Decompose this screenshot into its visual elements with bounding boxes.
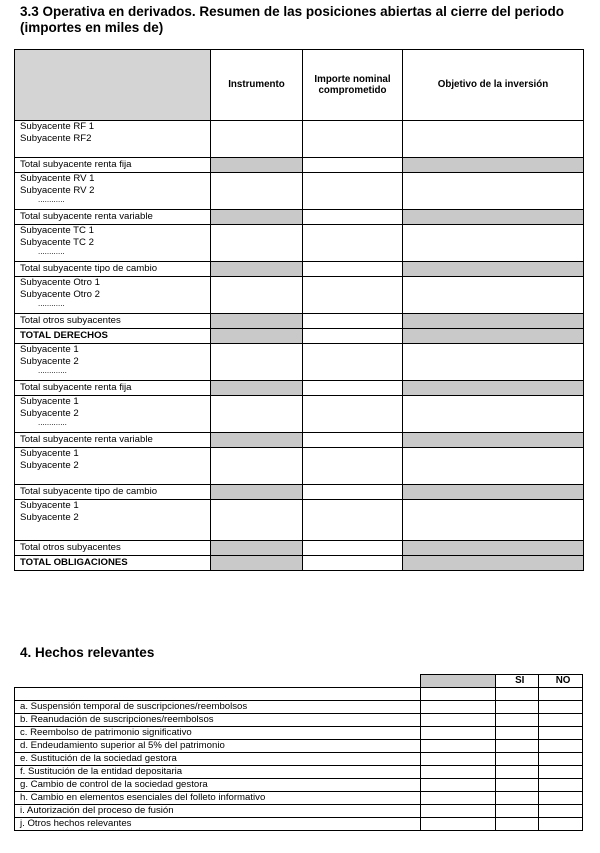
subyacente-label-cell [15, 225, 211, 262]
subyacente-line: Subyacente TC 1 [20, 225, 94, 236]
instrumento-cell [211, 277, 303, 314]
hecho-row [15, 766, 583, 779]
hecho-no-cell [539, 805, 583, 818]
subyacente-row [15, 173, 584, 210]
importe-cell [303, 396, 403, 433]
total-row [15, 210, 584, 225]
ellipsis-dots: ............. [38, 418, 67, 427]
instrumento-cell [211, 121, 303, 158]
hecho-no-cell [539, 727, 583, 740]
hecho-label: e. Sustitución de la sociedad gestora [15, 753, 421, 766]
hecho-si-cell [496, 701, 539, 714]
instrumento-cell [211, 500, 303, 541]
ellipsis-dots: ............. [38, 366, 67, 375]
instrumento-cell [211, 485, 303, 500]
importe-cell [303, 121, 403, 158]
hecho-label: a. Suspensión temporal de suscripciones/reembolsos [15, 701, 421, 714]
hecho-si-cell [496, 805, 539, 818]
total-row [15, 541, 584, 556]
hecho-row [15, 740, 583, 753]
hecho-si-cell [496, 779, 539, 792]
objetivo-cell [403, 225, 584, 262]
hecho-si-cell [496, 792, 539, 805]
subyacente-line: Subyacente RV 1 [20, 173, 95, 184]
subyacente-row [15, 225, 584, 262]
importe-cell [303, 556, 403, 571]
objetivo-cell [403, 500, 584, 541]
objetivo-cell [403, 396, 584, 433]
hechos-relevantes-table [14, 674, 583, 831]
derivatives-table [14, 49, 584, 571]
importe-cell [303, 173, 403, 210]
hecho-row [15, 753, 583, 766]
hecho-no-cell [539, 766, 583, 779]
hechos-spacer-row [15, 688, 583, 701]
spacer-cell [539, 688, 583, 701]
total-label: TOTAL DERECHOS [15, 329, 211, 344]
subyacente-line: Subyacente Otro 1 [20, 277, 100, 288]
subyacente-label-cell [15, 396, 211, 433]
hecho-label: d. Endeudamiento superior al 5% del patrimonio [15, 740, 421, 753]
instrumento-cell [211, 381, 303, 396]
spacer-cell [496, 688, 539, 701]
hecho-no-cell [539, 792, 583, 805]
instrumento-cell [211, 210, 303, 225]
section-title-hechos: 4. Hechos relevantes [20, 645, 155, 660]
hecho-no-cell [539, 779, 583, 792]
hecho-row [15, 727, 583, 740]
grand-total-row [15, 329, 584, 344]
subyacente-label-cell [15, 173, 211, 210]
ellipsis-dots: ............ [38, 299, 65, 308]
objetivo-cell [403, 448, 584, 485]
importe-cell [303, 158, 403, 173]
hecho-si-cell [496, 753, 539, 766]
subyacente-label-cell [15, 121, 211, 158]
objetivo-cell [403, 381, 584, 396]
total-row [15, 433, 584, 448]
objetivo-cell [403, 173, 584, 210]
spacer-cell [15, 688, 421, 701]
subyacente-line: Subyacente RF 1 [20, 121, 95, 132]
hecho-si-cell [496, 740, 539, 753]
instrumento-cell [211, 225, 303, 262]
total-row [15, 381, 584, 396]
total-row [15, 158, 584, 173]
hecho-blank-cell [420, 714, 495, 727]
objetivo-cell [403, 121, 584, 158]
hecho-blank-cell [420, 740, 495, 753]
subyacente-line: Subyacente Otro 2 [20, 288, 100, 300]
subyacente-line: Subyacente 2 [20, 355, 79, 367]
subyacente-line: Subyacente 1 [20, 500, 79, 511]
ellipsis-dots: ............ [38, 195, 65, 204]
total-row [15, 262, 584, 277]
hecho-blank-cell [420, 792, 495, 805]
instrumento-cell [211, 448, 303, 485]
hecho-label: g. Cambio de control de la sociedad gestora [15, 779, 421, 792]
importe-cell [303, 277, 403, 314]
importe-cell [303, 329, 403, 344]
objetivo-cell [403, 433, 584, 448]
subyacente-label-cell [15, 277, 211, 314]
hecho-row [15, 818, 583, 831]
instrumento-cell [211, 329, 303, 344]
importe-cell [303, 433, 403, 448]
hecho-row [15, 779, 583, 792]
header-si: SI [496, 675, 539, 688]
objetivo-cell [403, 344, 584, 381]
hecho-blank-cell [420, 727, 495, 740]
hechos-header-blank [15, 675, 421, 688]
hecho-blank-cell [420, 701, 495, 714]
subyacente-line: Subyacente 1 [20, 344, 79, 355]
subyacente-line: Subyacente RF2 [20, 132, 92, 144]
instrumento-cell [211, 344, 303, 381]
importe-cell [303, 381, 403, 396]
hecho-si-cell [496, 727, 539, 740]
hecho-blank-cell [420, 805, 495, 818]
subyacente-line: Subyacente 1 [20, 396, 79, 407]
header-importe-nominal: Importe nominal comprometido [303, 50, 403, 121]
hecho-no-cell [539, 714, 583, 727]
objetivo-cell [403, 262, 584, 277]
header-no: NO [539, 675, 583, 688]
instrumento-cell [211, 396, 303, 433]
header-instrumento: Instrumento [211, 50, 303, 121]
subyacente-row [15, 121, 584, 158]
objetivo-cell [403, 541, 584, 556]
importe-cell [303, 314, 403, 329]
header-blank-cell [15, 50, 211, 121]
hecho-label: c. Reembolso de patrimonio significativo [15, 727, 421, 740]
objetivo-cell [403, 329, 584, 344]
objetivo-cell [403, 485, 584, 500]
hechos-header-row [15, 675, 583, 688]
instrumento-cell [211, 158, 303, 173]
subyacente-row [15, 396, 584, 433]
importe-cell [303, 210, 403, 225]
objetivo-cell [403, 277, 584, 314]
hechos-header-grey [420, 675, 495, 688]
ellipsis-dots: ............ [38, 247, 65, 256]
instrumento-cell [211, 433, 303, 448]
derivatives-header-row [15, 50, 584, 121]
objetivo-cell [403, 210, 584, 225]
total-row [15, 314, 584, 329]
subyacente-line: Subyacente 2 [20, 459, 79, 471]
subyacente-line: Subyacente RV 2 [20, 184, 95, 196]
header-objetivo: Objetivo de la inversión [403, 50, 584, 121]
total-label: Total subyacente renta fija [15, 381, 211, 396]
importe-cell [303, 225, 403, 262]
hecho-label: b. Reanudación de suscripciones/reembolsos [15, 714, 421, 727]
total-label: Total subyacente tipo de cambio [15, 485, 211, 500]
subyacente-row [15, 344, 584, 381]
grand-total-row [15, 556, 584, 571]
instrumento-cell [211, 556, 303, 571]
importe-cell [303, 344, 403, 381]
instrumento-cell [211, 173, 303, 210]
subyacente-row [15, 277, 584, 314]
hecho-no-cell [539, 753, 583, 766]
hecho-row [15, 701, 583, 714]
importe-cell [303, 500, 403, 541]
hecho-blank-cell [420, 779, 495, 792]
importe-cell [303, 448, 403, 485]
hecho-si-cell [496, 766, 539, 779]
total-label: TOTAL OBLIGACIONES [15, 556, 211, 571]
importe-cell [303, 541, 403, 556]
subyacente-row [15, 500, 584, 541]
subyacente-line: Subyacente 2 [20, 407, 79, 419]
hecho-blank-cell [420, 766, 495, 779]
objetivo-cell [403, 158, 584, 173]
total-label: Total otros subyacentes [15, 314, 211, 329]
total-label: Total subyacente tipo de cambio [15, 262, 211, 277]
objetivo-cell [403, 314, 584, 329]
subyacente-label-cell [15, 448, 211, 485]
spacer-cell [420, 688, 495, 701]
hecho-row [15, 792, 583, 805]
importe-cell [303, 262, 403, 277]
hecho-row [15, 714, 583, 727]
importe-cell [303, 485, 403, 500]
subyacente-label-cell [15, 344, 211, 381]
objetivo-cell [403, 556, 584, 571]
hecho-label: h. Cambio en elementos esenciales del folleto informativo [15, 792, 421, 805]
subyacente-label-cell [15, 500, 211, 541]
hecho-blank-cell [420, 753, 495, 766]
hecho-label: f. Sustitución de la entidad depositaria [15, 766, 421, 779]
hecho-si-cell [496, 714, 539, 727]
hecho-no-cell [539, 701, 583, 714]
hecho-no-cell [539, 818, 583, 831]
hecho-no-cell [539, 740, 583, 753]
subyacente-line: Subyacente 1 [20, 448, 79, 459]
hecho-row [15, 805, 583, 818]
total-label: Total subyacente renta fija [15, 158, 211, 173]
total-label: Total subyacente renta variable [15, 210, 211, 225]
section-title-derivados: 3.3 Operativa en derivados. Resumen de las posiciones abiertas al cierre del periodo (importes en miles de) [20, 4, 564, 35]
total-row [15, 485, 584, 500]
hecho-blank-cell [420, 818, 495, 831]
hecho-label: i. Autorización del proceso de fusión [15, 805, 421, 818]
instrumento-cell [211, 541, 303, 556]
subyacente-line: Subyacente 2 [20, 511, 79, 523]
instrumento-cell [211, 262, 303, 277]
subyacente-line: Subyacente TC 2 [20, 236, 94, 248]
subyacente-row [15, 448, 584, 485]
hecho-label: j. Otros hechos relevantes [15, 818, 421, 831]
total-label: Total otros subyacentes [15, 541, 211, 556]
total-label: Total subyacente renta variable [15, 433, 211, 448]
instrumento-cell [211, 314, 303, 329]
hecho-si-cell [496, 818, 539, 831]
